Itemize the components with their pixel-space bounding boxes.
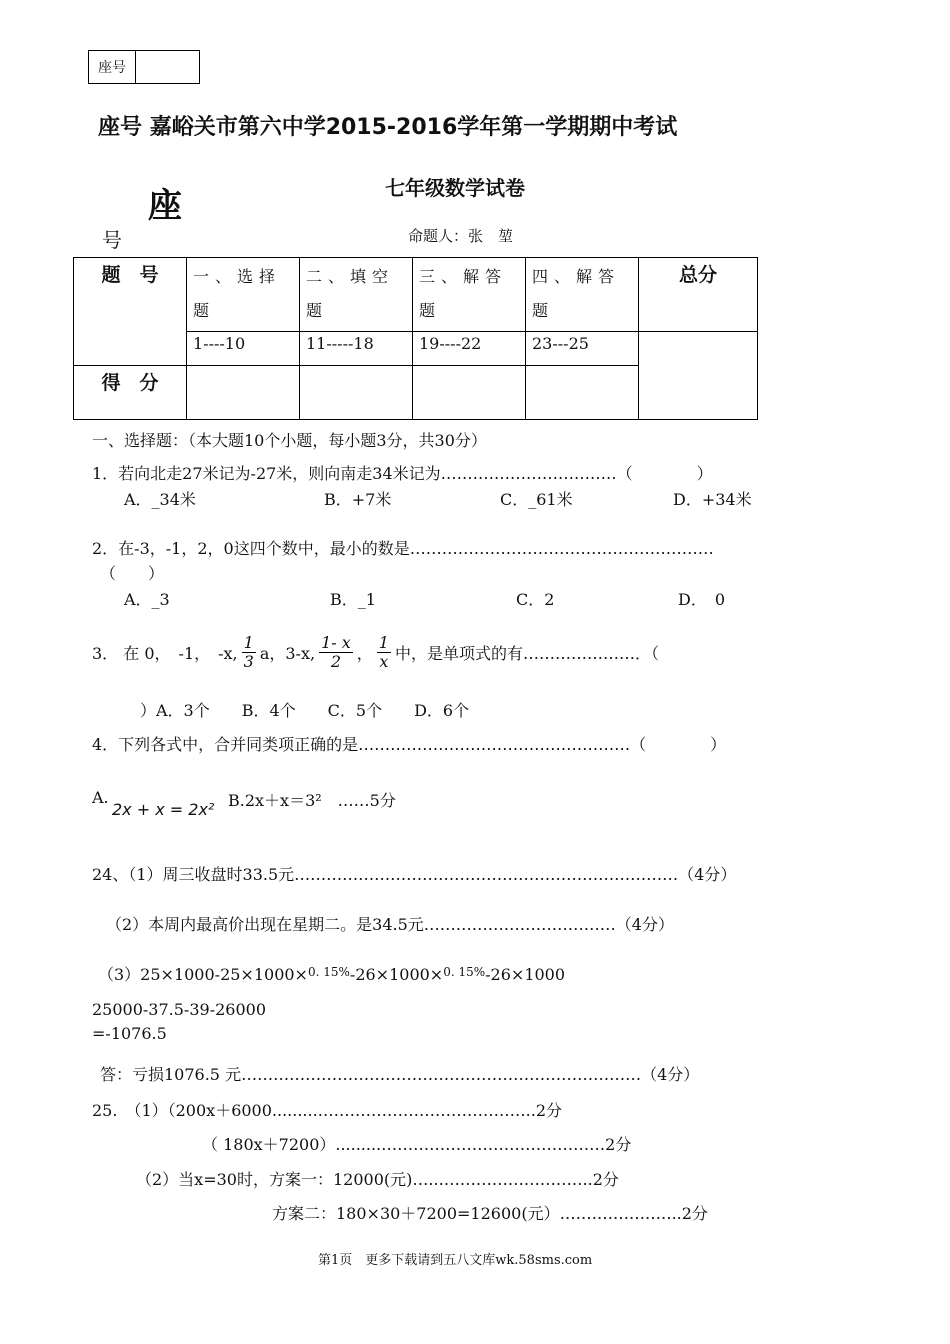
answer-24-line-3: （3）25×1000-25×1000×$^{0. 15\%}$-26×1000×$^{0. 15\%}$-26×1000 [98, 965, 566, 984]
range-4: 23---25 [526, 332, 639, 366]
score-table-header-cell [74, 258, 187, 366]
answer-24-line-4: 25000-37.5-39-26000 [92, 1000, 266, 1019]
exam-subtitle: 七年级数学试卷 [385, 176, 525, 200]
score-table [73, 257, 758, 420]
answer-24-line-6: 答：亏损1076.5 元…………………………………………………………………（4分） [100, 1065, 700, 1084]
col-header-3: 三、解答题 [413, 258, 526, 332]
q4-option-b: B.2x＋x＝3² ……5分 [228, 791, 396, 810]
answer-25-line-3: （2）当x=30时，方案一：12000(元)…..………………………..2分 [136, 1170, 619, 1189]
score-cell-1[interactable] [187, 366, 300, 420]
seat-number-label: 座号 [89, 51, 136, 83]
answer-25-line-2: （ 180x＋7200）.........……………………………………2分 [202, 1135, 632, 1154]
question-1-stem: 1．若向北走27米记为-27米，则向南走34米记为……………………………（ ） [92, 464, 713, 483]
q2-option-b: B．_1 [330, 590, 376, 609]
total-header: 总分 [639, 258, 758, 332]
q2-option-a: A．_3 [124, 590, 170, 609]
question-number-header: 题 号 [101, 264, 159, 286]
col-header-1: 一、选择题 [187, 258, 300, 332]
question-2-stem: 2．在-3，-1，2，0这四个数中，最小的数是………………………………………………… [92, 539, 714, 558]
seat-number-box [88, 50, 200, 84]
score-row-label: 得 分 [74, 366, 187, 420]
author-line: 命题人：张 堃 [408, 227, 514, 245]
q3-options: ）A．3个 B．4个 C．5个 D．6个 [140, 701, 470, 720]
big-seat-char: 座 [148, 186, 182, 226]
fraction-one-minus-x-over-2: $\frac{1- x}{2}$ [321, 633, 351, 671]
section-one-heading: 一、选择题：（本大题10个小题，每小题3分，共30分） [92, 431, 487, 450]
score-cell-2[interactable] [300, 366, 413, 420]
col-header-2: 二、填空题 [300, 258, 413, 332]
col-header-4: 四、解答题 [526, 258, 639, 332]
q1-option-a: A．_34米 [124, 490, 196, 509]
fraction-one-over-x: $\frac{1}{x}$ [378, 633, 389, 671]
q2-option-c: C．2 [516, 590, 555, 609]
exam-title: 嘉峪关市第六中学2015-2016学年第一学期期中考试 [149, 115, 678, 140]
q2-paren: （ ） [100, 564, 165, 583]
q1-option-c: C．_61米 [500, 490, 573, 509]
q4-option-a-label: A. [92, 788, 109, 807]
answer-25-line-4: 方案二：180×30＋7200=12600(元）…………………..2分 [272, 1204, 708, 1223]
page-footer: 第1页 更多下载请到五八文库wk.58sms.com [318, 1253, 593, 1268]
q4-option-a-expr: 2x + x = 2x² [112, 800, 215, 819]
title-prefix: 座号 [98, 115, 143, 140]
range-3: 19----22 [413, 332, 526, 366]
range-2: 11-----18 [300, 332, 413, 366]
total-score-cell[interactable] [639, 332, 758, 420]
range-1: 1----10 [187, 332, 300, 366]
exam-title-line [98, 110, 677, 141]
fraction-one-third: $\frac{1}{3}$ [243, 633, 254, 671]
answer-24-line-2: （2）本周内最高价出现在星期二。是34.5元………………………………（4分） [106, 915, 674, 934]
question-3-stem: 3． 在 0， -1， -x, $\frac{1}{3}$ a，3-x, $\frac{1- x}{2}$ ， $\frac{1}{x}$ 中，是单项式的有…………………．（ [92, 633, 659, 671]
answer-25-line-1: 25. （1）（200x＋6000.........…………………………………..2分 [92, 1101, 563, 1120]
question-4-stem: 4．下列各式中，合并同类项正确的是……………………………………………（ ） [92, 735, 727, 754]
q1-option-d: D．+34米 [673, 490, 752, 509]
score-cell-3[interactable] [413, 366, 526, 420]
q1-option-b: B．+7米 [324, 490, 392, 509]
answer-24-line-5: =-1076.5 [92, 1024, 167, 1043]
score-cell-4[interactable] [526, 366, 639, 420]
answer-24-line-1: 24、（1）周三收盘时33.5元………………………………………………………………（4分） [92, 865, 737, 884]
big-seat-char-2: 号 [102, 228, 122, 252]
q2-option-d: D． 0 [678, 590, 726, 609]
seat-number-field[interactable] [136, 51, 199, 83]
